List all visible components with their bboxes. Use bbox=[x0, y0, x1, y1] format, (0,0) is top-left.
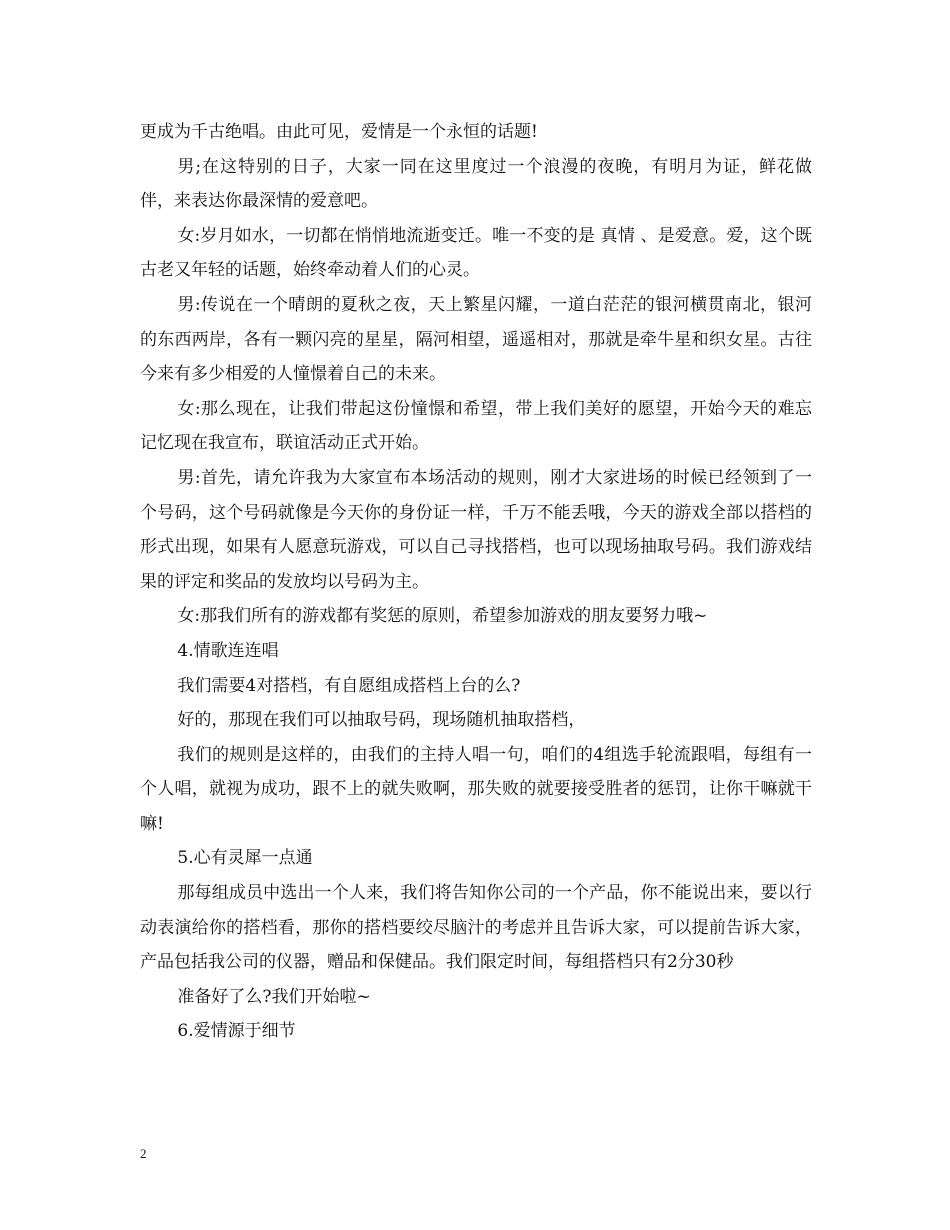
paragraph: 5.心有灵犀一点通 bbox=[177, 848, 313, 869]
paragraph: 我们需要4对搭档，有自愿组成搭档上台的么? bbox=[177, 675, 521, 696]
paragraph: 女:那么现在，让我们带起这份憧憬和希望，带上我们美好的愿望，开始今天的难忘记忆现在我宣布，联谊活动正式开始。 bbox=[140, 398, 812, 454]
paragraph: 男:首先，请允许我为大家宣布本场活动的规则，刚才大家进场的时候已经领到了一个号码，这个号码就像是今天你的身份证一样，千万不能丢哦，今天的游戏全部以搭档的形式出现，如果有人愿意玩游戏，可以自己寻找搭档，也可以现场抽取号码。我们游戏结果的评定和奖品的发放均以号码为主。 bbox=[140, 467, 812, 592]
document-body bbox=[140, 115, 812, 1049]
paragraph: 那每组成员中选出一个人来，我们将告知你公司的一个产品，你不能说出来，要以行动表演给你的搭档看，那你的搭档要绞尽脑汁的考虑并且告诉大家，可以提前告诉大家，产品包括我公司的仪器，赠品和保健品。我们限定时间，每组搭档只有2分30秒 bbox=[140, 883, 812, 973]
paragraph: 更成为千古绝唱。由此可见，爱情是一个永恒的话题! bbox=[140, 122, 538, 142]
paragraph: 准备好了么?我们开始啦~ bbox=[177, 986, 371, 1007]
paragraph: 好的，那现在我们可以抽取号码，现场随机抽取搭档， bbox=[177, 710, 586, 731]
paragraph: 我们的规则是这样的，由我们的主持人唱一句，咱们的4组选手轮流跟唱，每组有一个人唱，就视为成功，跟不上的就失败啊，那失败的就要接受胜者的惩罚，让你干嘛就干嘛! bbox=[140, 744, 812, 834]
paragraph: 男:传说在一个晴朗的夏秋之夜，天上繁星闪耀，一道白茫茫的银河横贯南北，银河的东西两岸，各有一颗闪亮的星星，隔河相望，遥遥相对，那就是牵牛星和织女星。古往今来有多少相爱的人憧憬着自己的未来。 bbox=[140, 294, 812, 385]
paragraph: 女:那我们所有的游戏都有奖惩的原则，希望参加游戏的朋友要努力哦~ bbox=[177, 606, 708, 627]
paragraph: 4.情歌连连唱 bbox=[177, 640, 279, 661]
paragraph: 6.爱情源于细节 bbox=[177, 1021, 296, 1042]
paragraph: 男;在这特别的日子，大家一同在这里度过一个浪漫的夜晚，有明月为证，鲜花做伴，来表达你最深情的爱意吧。 bbox=[140, 156, 812, 212]
paragraph: 女:岁月如水，一切都在悄悄地流逝变迁。唯一不变的是 真情 、是爱意。爱，这个既古老又年轻的话题，始终牵动着人们的心灵。 bbox=[140, 225, 812, 281]
page-number: 2 bbox=[140, 1146, 147, 1161]
